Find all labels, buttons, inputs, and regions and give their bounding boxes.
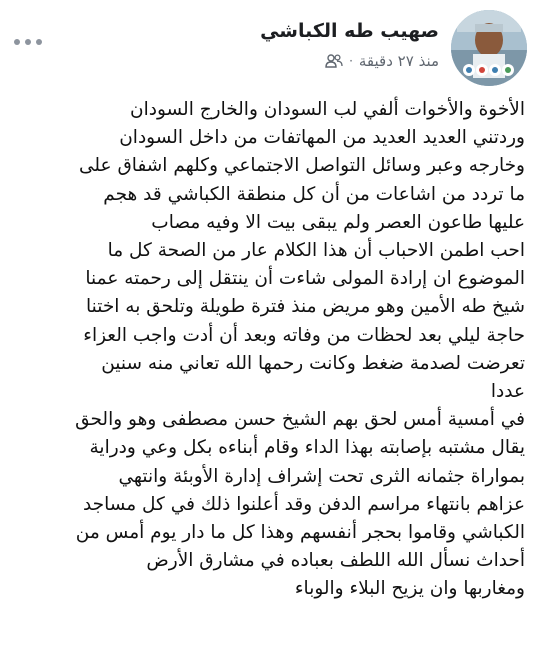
- post-time[interactable]: منذ ٢٧ دقيقة: [358, 52, 439, 70]
- post-header: [0, 8, 539, 88]
- friends-audience-icon[interactable]: [325, 53, 343, 69]
- more-dot-icon: [14, 39, 20, 45]
- post-text-line: عددا: [490, 381, 525, 403]
- post-text-line: وخارجه وعبر وسائل التواصل الاجتماعي وكلهم اشفاق على: [78, 155, 525, 177]
- more-dot-icon: [25, 39, 31, 45]
- post-text-line: تعرضت لصدمة ضغط وكانت رحمها الله تعاني منه سنين: [101, 352, 525, 374]
- more-options-button[interactable]: [14, 34, 42, 50]
- post-text-line: يقال مشتبه بإصابته بهذا الداء وقام أبناءه بكل وعي ودراية: [89, 437, 525, 459]
- post-text-line: ومغاربها وان يزيح البلاء والوباء: [294, 578, 525, 600]
- post-text-line: عليها طاعون العصر ولم يبقى بيت الا وفيه مصاب: [151, 211, 525, 233]
- author-name[interactable]: صهيب طه الكباشي: [260, 20, 439, 42]
- post-meta: [325, 52, 439, 70]
- post-text-line: الكباشي وقاموا بحجر أنفسهم وهذا كل ما دار يوم أمس من: [75, 522, 525, 544]
- more-dot-icon: [36, 39, 42, 45]
- post-text-line: الموضوع ان إرادة المولى شاءت أن ينتقل إلى رحمته عمنا: [85, 268, 525, 290]
- post-body: [14, 96, 525, 604]
- post-text-line: وردتني العديد العديد من المهاتفات من داخل السودان: [119, 127, 525, 149]
- post-text-line: أحداث نسأل الله اللطف بعباده في مشارق الأرض: [146, 550, 525, 572]
- post-text-line: ما تردد من اشاعات من أن كل منطقة الكباشي قد هجم: [103, 183, 525, 205]
- post-text-line: بمواراة جثمانه الثرى تحت إشراف إدارة الأوبئة وانتهي: [118, 465, 525, 487]
- post-text-line: احب اطمن الاحباب أن هذا الكلام عار من الصحة كل ما: [107, 240, 525, 262]
- post-text-line: الأخوة والأخوات ألفي لب السودان والخارج السودان: [130, 99, 525, 120]
- meta-separator: ·: [349, 54, 353, 68]
- post-text-line: شيخ طه الأمين وهو مريض منذ فترة طويلة وتلحق به اختنا: [86, 296, 525, 318]
- profile-avatar[interactable]: [451, 10, 527, 86]
- post-text-line: حاجة ليلي بعد لحظات من وفاته وبعد أن أدت واجب العزاء: [83, 324, 525, 346]
- post-text-line: في أمسية أمس لحق بهم الشيخ حسن مصطفى وهو والحق: [75, 409, 525, 431]
- post-text-line: عزاهم بانتهاء مراسم الدفن وقد أعلنوا ذلك في كل مساجد: [82, 493, 525, 515]
